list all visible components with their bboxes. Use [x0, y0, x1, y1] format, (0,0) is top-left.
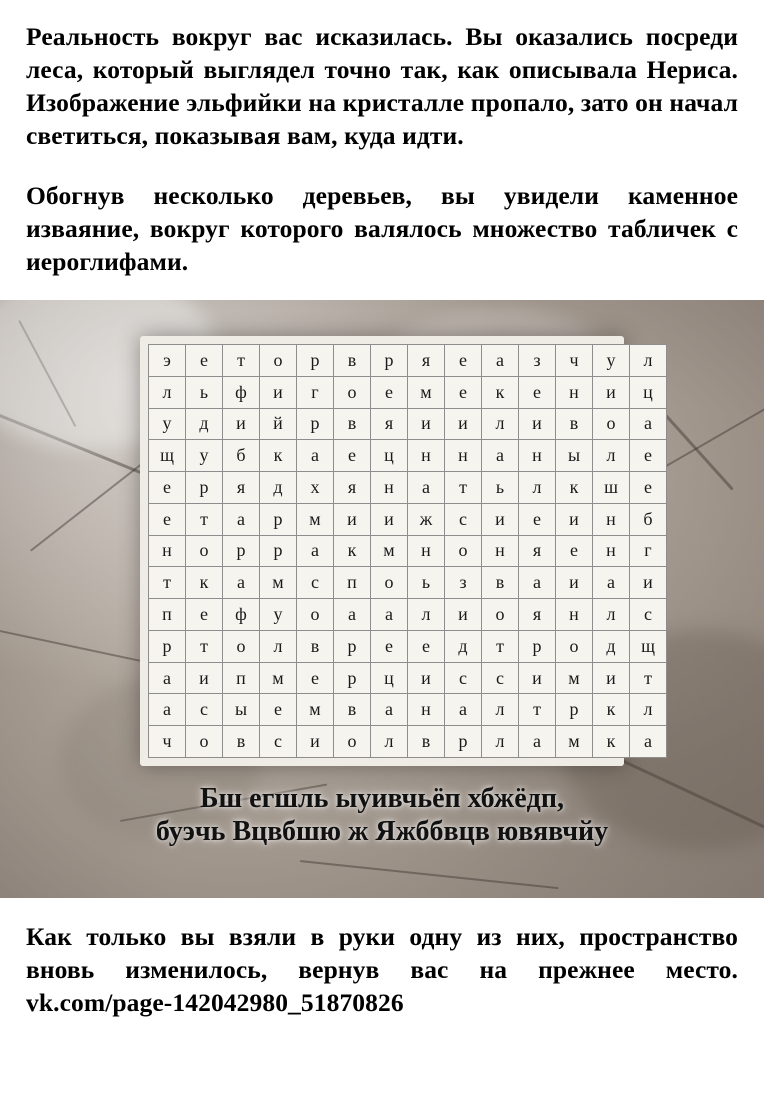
word-search-cell: е [371, 630, 408, 662]
word-search-cell: а [445, 694, 482, 726]
word-search-cell: м [556, 726, 593, 758]
word-search-cell: в [408, 726, 445, 758]
word-search-cell: х [297, 472, 334, 504]
word-search-cell: м [408, 376, 445, 408]
crack-decoration [300, 860, 559, 889]
word-search-cell: в [223, 726, 260, 758]
word-search-cell: о [593, 408, 630, 440]
source-link[interactable]: vk.com/page-142042980_51870826 [26, 988, 404, 1018]
word-search-cell: и [519, 408, 556, 440]
word-search-cell: е [630, 472, 667, 504]
word-search-cell: п [149, 599, 186, 631]
word-search-cell: е [371, 376, 408, 408]
word-search-cell: и [519, 662, 556, 694]
word-search-cell: щ [149, 440, 186, 472]
word-search-cell: р [297, 344, 334, 376]
word-search-cell: ы [556, 440, 593, 472]
stone-image [0, 300, 764, 898]
word-search-cell: ь [186, 376, 223, 408]
word-search-cell: е [519, 376, 556, 408]
word-search-cell: м [297, 694, 334, 726]
word-search-cell: м [260, 567, 297, 599]
word-search-row [149, 726, 667, 758]
word-search-cell: ц [371, 662, 408, 694]
word-search-cell: с [445, 662, 482, 694]
word-search-cell: и [593, 662, 630, 694]
word-search-cell: л [630, 694, 667, 726]
word-search-cell: о [186, 535, 223, 567]
word-search-cell: к [593, 726, 630, 758]
intro-paragraph-2: Обогнув несколько деревьев, вы увидели каменное изваяние, вокруг которого валялось множество табличек с иероглифами. [26, 180, 738, 276]
word-search-cell: и [223, 408, 260, 440]
word-search-cell: д [593, 630, 630, 662]
word-search-cell: е [556, 535, 593, 567]
word-search-row [149, 662, 667, 694]
crack-decoration [30, 451, 157, 551]
word-search-row [149, 567, 667, 599]
word-search-cell: я [223, 472, 260, 504]
word-search-cell: з [445, 567, 482, 599]
word-search-cell: н [371, 472, 408, 504]
word-search-cell: у [186, 440, 223, 472]
word-search-cell: е [445, 376, 482, 408]
word-search-cell: л [371, 726, 408, 758]
word-search-cell: и [186, 662, 223, 694]
word-search-cell: у [149, 408, 186, 440]
word-search-cell: ц [371, 440, 408, 472]
word-search-cell: к [186, 567, 223, 599]
word-search-cell: у [593, 344, 630, 376]
word-search-cell: ж [408, 503, 445, 535]
word-search-cell: р [445, 726, 482, 758]
word-search-cell: с [186, 694, 223, 726]
word-search-cell: к [334, 535, 371, 567]
word-search-cell: а [297, 440, 334, 472]
word-search-row [149, 535, 667, 567]
puzzle-caption-line-1: Бш егшль ыуивчьёп хбжёдп, [200, 782, 564, 814]
word-search-cell: й [260, 408, 297, 440]
word-search-cell: е [519, 503, 556, 535]
word-search-cell: в [334, 344, 371, 376]
word-search-cell: я [519, 599, 556, 631]
word-search-cell: д [445, 630, 482, 662]
word-search-cell: а [482, 440, 519, 472]
word-search-cell: е [408, 630, 445, 662]
word-search-cell: в [297, 630, 334, 662]
word-search-cell: т [519, 694, 556, 726]
word-search-cell: д [260, 472, 297, 504]
word-search-cell: т [445, 472, 482, 504]
closing-text-block [0, 898, 764, 1019]
word-search-cell: и [445, 599, 482, 631]
puzzle-caption-line-2: буэчь Вцвбшю ж Яжббвцв ювявчйу [155, 816, 609, 848]
word-search-cell: м [260, 662, 297, 694]
word-search-cell: л [482, 408, 519, 440]
word-search-cell: у [260, 599, 297, 631]
word-search-cell: г [630, 535, 667, 567]
word-search-cell: н [482, 535, 519, 567]
word-search-cell: а [223, 567, 260, 599]
word-search-cell: в [334, 408, 371, 440]
word-search-cell: л [408, 599, 445, 631]
word-search-cell: а [334, 599, 371, 631]
closing-text: Как только вы взяли в руки одну из них, пространство вновь изменилось, вернув вас на прежнее место. [26, 921, 738, 985]
word-search-cell: и [482, 503, 519, 535]
word-search-cell: в [482, 567, 519, 599]
word-search-cell: и [408, 408, 445, 440]
word-search-cell: е [149, 503, 186, 535]
word-search-cell: к [482, 376, 519, 408]
word-search-cell: с [630, 599, 667, 631]
word-search-cell: щ [630, 630, 667, 662]
word-search-cell: е [186, 344, 223, 376]
word-search-row [149, 503, 667, 535]
word-search-cell: о [371, 567, 408, 599]
word-search-plate [140, 336, 655, 766]
word-search-cell: о [334, 376, 371, 408]
intro-text-block [0, 0, 764, 278]
word-search-cell: н [593, 535, 630, 567]
word-search-cell: ч [556, 344, 593, 376]
word-search-cell: к [260, 440, 297, 472]
word-search-cell: с [445, 503, 482, 535]
word-search-cell: м [371, 535, 408, 567]
word-search-cell: е [297, 662, 334, 694]
word-search-cell: б [630, 503, 667, 535]
word-search-cell: и [445, 408, 482, 440]
word-search-cell: я [334, 472, 371, 504]
word-search-cell: ы [223, 694, 260, 726]
word-search-cell: с [260, 726, 297, 758]
word-search-cell: р [149, 630, 186, 662]
word-search-cell: и [556, 567, 593, 599]
word-search-cell: е [149, 472, 186, 504]
word-search-cell: м [297, 503, 334, 535]
word-search-cell: к [593, 694, 630, 726]
word-search-cell: р [519, 630, 556, 662]
word-search-cell: я [371, 408, 408, 440]
word-search-row [149, 408, 667, 440]
word-search-cell: р [186, 472, 223, 504]
word-search-cell: и [556, 503, 593, 535]
word-search-cell: н [149, 535, 186, 567]
word-search-body [149, 344, 667, 757]
word-search-cell: г [297, 376, 334, 408]
word-search-cell: л [482, 694, 519, 726]
word-search-row [149, 376, 667, 408]
word-search-cell: а [519, 726, 556, 758]
word-search-cell: а [371, 694, 408, 726]
word-search-row [149, 472, 667, 504]
word-search-cell: л [482, 726, 519, 758]
word-search-cell: н [408, 440, 445, 472]
word-search-cell: о [556, 630, 593, 662]
word-search-cell: э [149, 344, 186, 376]
word-search-cell: а [519, 567, 556, 599]
intro-paragraph-1: Реальность вокруг вас исказилась. Вы оказались посреди леса, который выглядел точно так, как описывала Нериса. Изображение эльфийки на кристалле пропало, зато он начал светиться, показывая вам, куда идти. [26, 22, 738, 151]
word-search-cell: р [260, 503, 297, 535]
word-search-cell: и [297, 726, 334, 758]
word-search-cell: е [630, 440, 667, 472]
word-search-cell: н [556, 376, 593, 408]
word-search-row [149, 344, 667, 376]
word-search-row [149, 694, 667, 726]
word-search-row [149, 599, 667, 631]
word-search-cell: а [593, 567, 630, 599]
word-search-cell: т [186, 630, 223, 662]
word-search-cell: м [556, 662, 593, 694]
word-search-cell: н [408, 694, 445, 726]
word-search-cell: л [519, 472, 556, 504]
word-search-cell: ш [593, 472, 630, 504]
word-search-cell: р [556, 694, 593, 726]
word-search-row [149, 630, 667, 662]
word-search-cell: и [260, 376, 297, 408]
word-search-cell: а [630, 726, 667, 758]
word-search-cell: л [260, 630, 297, 662]
word-search-cell: а [371, 599, 408, 631]
word-search-cell: т [149, 567, 186, 599]
word-search-cell: а [149, 662, 186, 694]
word-search-cell: л [630, 344, 667, 376]
word-search-cell: ф [223, 599, 260, 631]
word-search-cell: н [556, 599, 593, 631]
word-search-cell: р [297, 408, 334, 440]
word-search-cell: р [334, 630, 371, 662]
word-search-cell: п [223, 662, 260, 694]
word-search-cell: о [445, 535, 482, 567]
word-search-cell: и [630, 567, 667, 599]
word-search-cell: т [186, 503, 223, 535]
word-search-cell: о [186, 726, 223, 758]
word-search-cell: е [186, 599, 223, 631]
word-search-cell: а [630, 408, 667, 440]
word-search-cell: е [445, 344, 482, 376]
word-search-cell: н [519, 440, 556, 472]
word-search-cell: и [334, 503, 371, 535]
word-search-cell: н [445, 440, 482, 472]
word-search-cell: л [593, 440, 630, 472]
word-search-cell: л [593, 599, 630, 631]
word-search-cell: з [519, 344, 556, 376]
word-search-cell: н [593, 503, 630, 535]
word-search-cell: о [260, 344, 297, 376]
word-search-cell: и [371, 503, 408, 535]
word-search-cell: н [408, 535, 445, 567]
word-search-cell: я [519, 535, 556, 567]
word-search-cell: р [371, 344, 408, 376]
word-search-cell: о [297, 599, 334, 631]
word-search-cell: в [334, 694, 371, 726]
word-search-cell: а [408, 472, 445, 504]
word-search-cell: ц [630, 376, 667, 408]
word-search-cell: о [223, 630, 260, 662]
word-search-cell: п [334, 567, 371, 599]
word-search-cell: ф [223, 376, 260, 408]
word-search-row [149, 440, 667, 472]
puzzle-caption [0, 782, 764, 848]
word-search-cell: б [223, 440, 260, 472]
word-search-cell: с [297, 567, 334, 599]
word-search-cell: р [223, 535, 260, 567]
crack-decoration [0, 630, 147, 663]
word-search-cell: я [408, 344, 445, 376]
word-search-cell: а [482, 344, 519, 376]
word-search-cell: р [334, 662, 371, 694]
word-search-cell: о [482, 599, 519, 631]
word-search-cell: ь [408, 567, 445, 599]
word-search-cell: о [334, 726, 371, 758]
word-search-cell: а [297, 535, 334, 567]
word-search-cell: е [260, 694, 297, 726]
word-search-cell: с [482, 662, 519, 694]
word-search-cell: л [149, 376, 186, 408]
word-search-cell: в [556, 408, 593, 440]
word-search-cell: р [260, 535, 297, 567]
word-search-cell: и [593, 376, 630, 408]
word-search-grid [148, 344, 667, 758]
word-search-cell: а [149, 694, 186, 726]
word-search-cell: ч [149, 726, 186, 758]
word-search-cell: т [482, 630, 519, 662]
word-search-cell: и [408, 662, 445, 694]
word-search-cell: т [630, 662, 667, 694]
word-search-cell: ь [482, 472, 519, 504]
word-search-cell: е [334, 440, 371, 472]
word-search-cell: а [223, 503, 260, 535]
word-search-cell: т [223, 344, 260, 376]
word-search-cell: д [186, 408, 223, 440]
word-search-cell: к [556, 472, 593, 504]
closing-paragraph [26, 920, 738, 1019]
